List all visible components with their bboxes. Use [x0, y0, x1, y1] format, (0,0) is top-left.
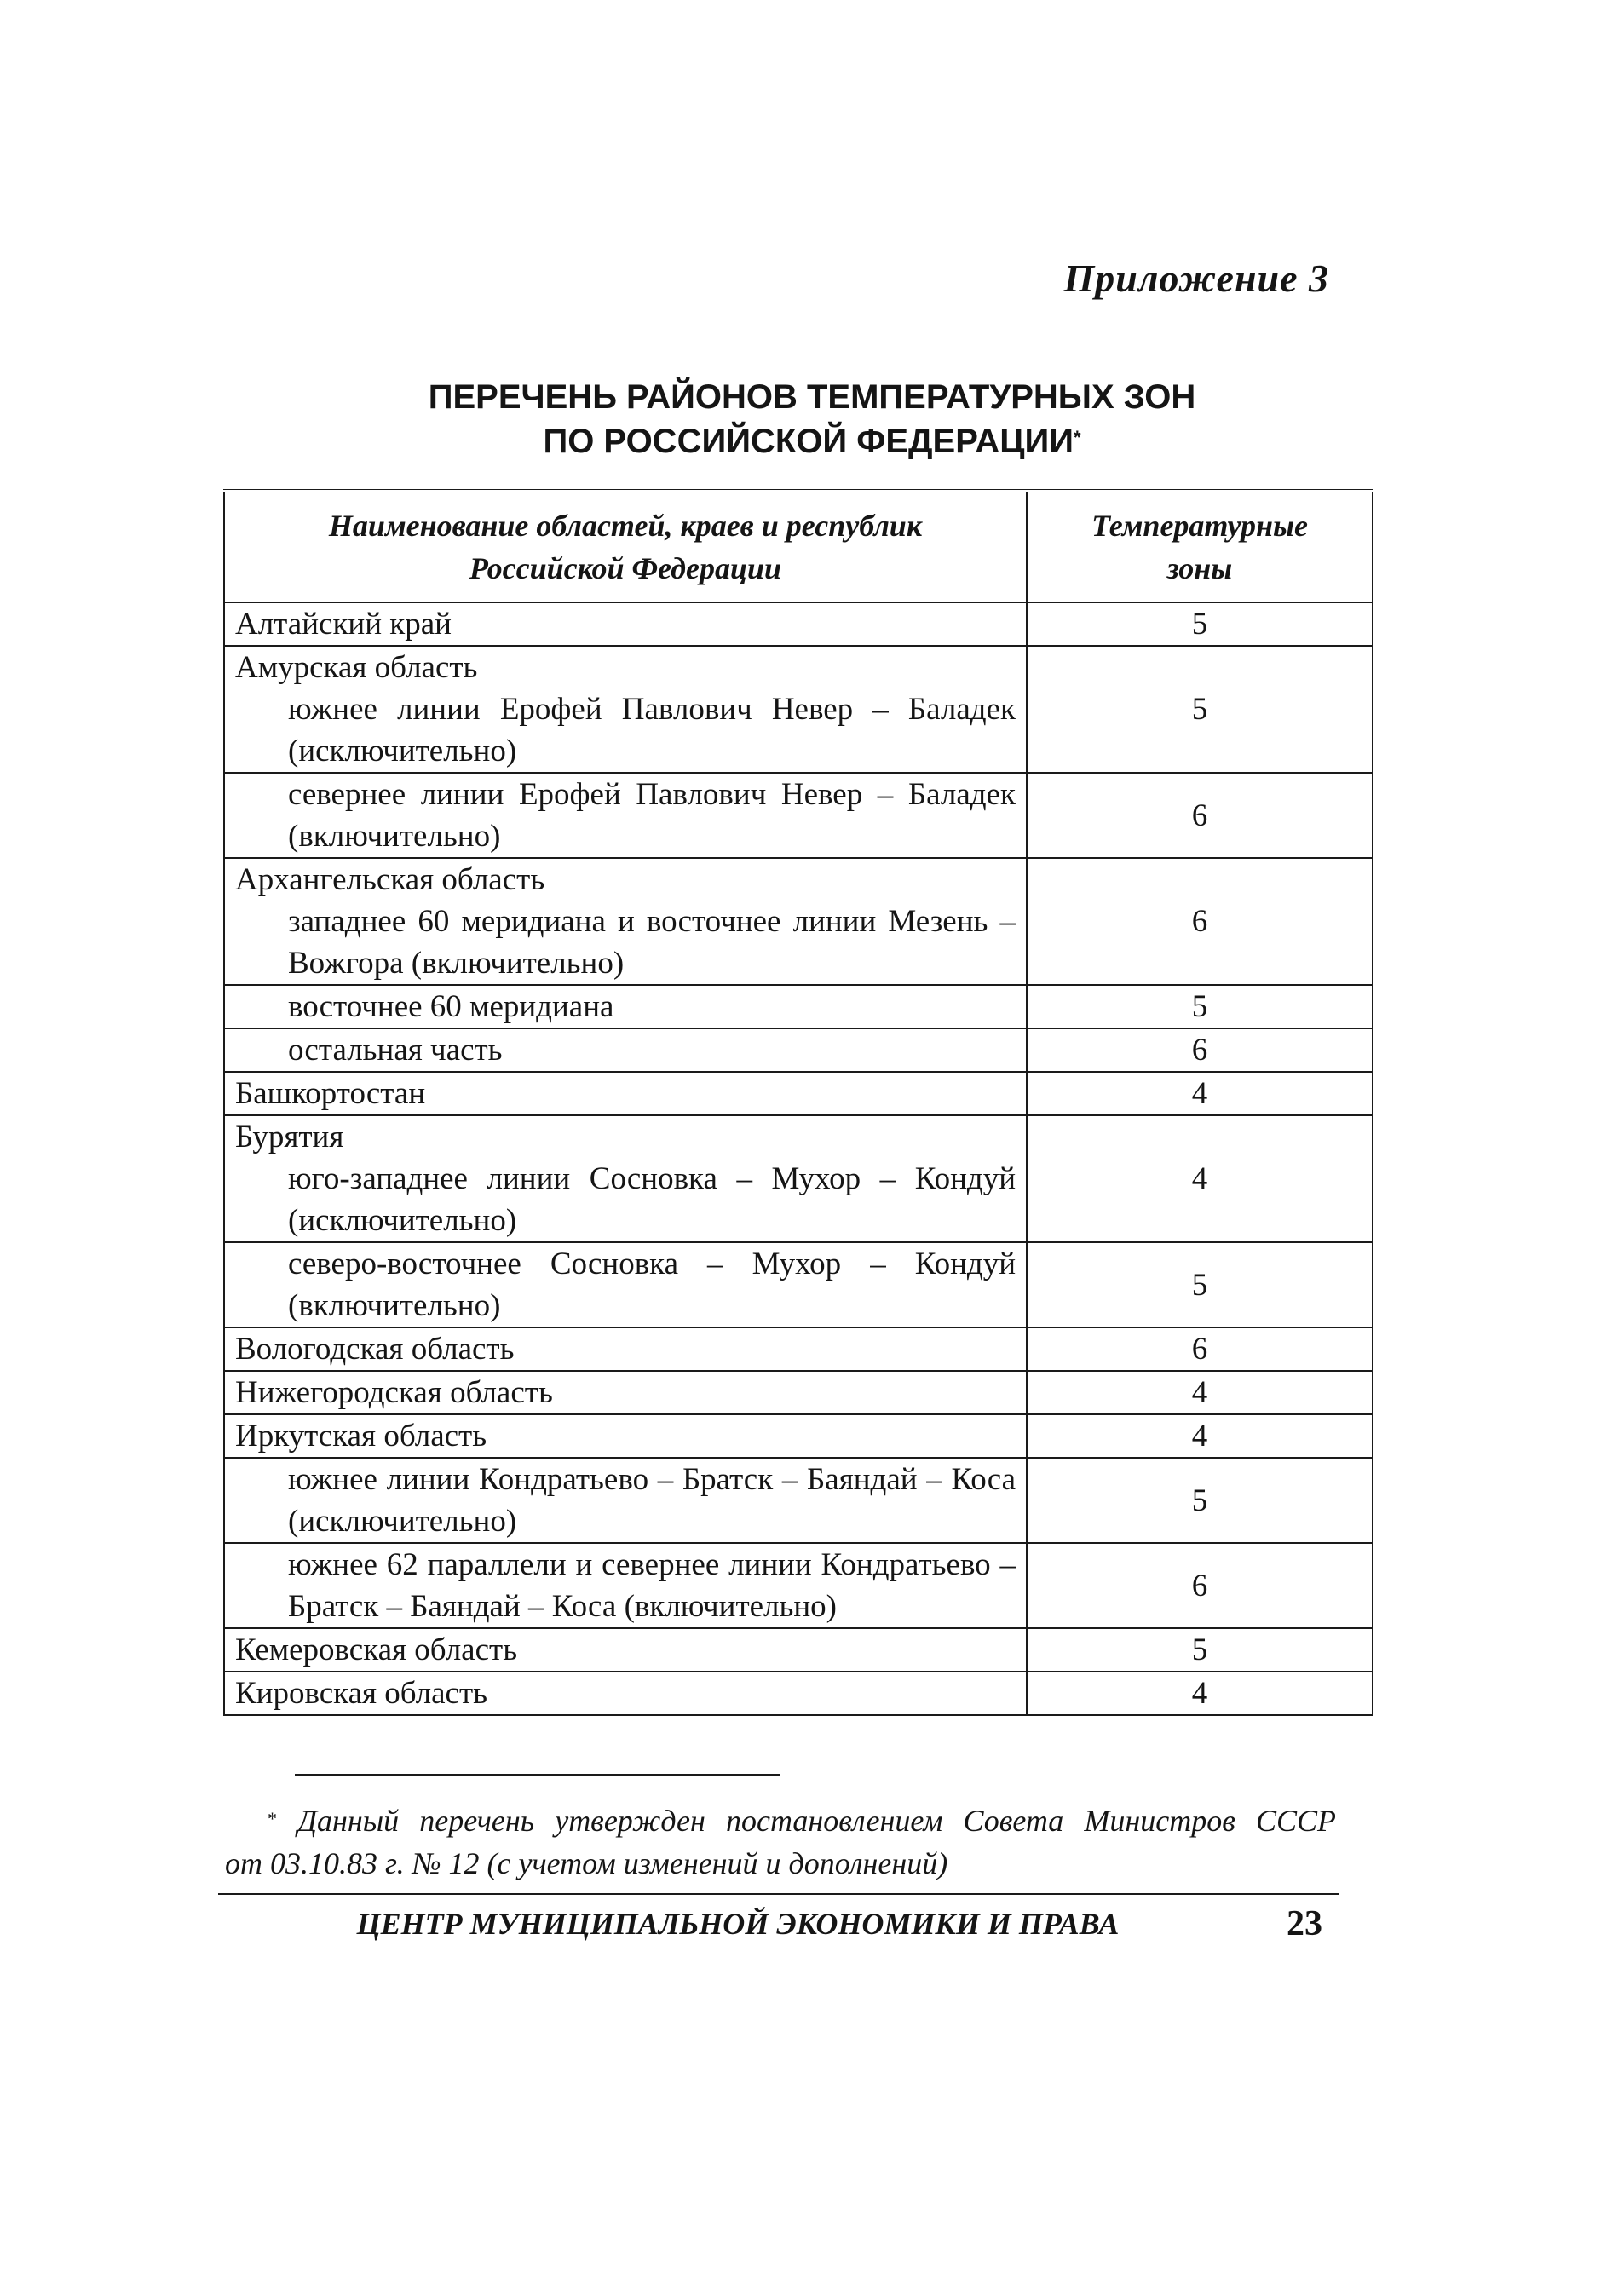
region-cell: [224, 1115, 1027, 1242]
footnote: [225, 1799, 1336, 1885]
subregion-name: южнее линии Ерофей Павлович Невер – Баладек (исключительно): [288, 692, 1016, 769]
footnote-divider: [295, 1774, 780, 1776]
table-row: [224, 646, 1373, 773]
table-row: [224, 858, 1373, 985]
column-header-region: [224, 491, 1027, 602]
region-cell: [224, 1543, 1027, 1628]
region-name: Бурятия: [235, 1120, 344, 1154]
footnote-line-1: [225, 1799, 1336, 1842]
region-name: Нижегородская область: [235, 1375, 553, 1410]
table-header-row: [224, 491, 1373, 602]
table-row: [224, 1371, 1373, 1414]
zone-cell: 4: [1027, 1371, 1373, 1414]
region-cell: [224, 1458, 1027, 1543]
table-row: [224, 1327, 1373, 1371]
zone-cell: 4: [1027, 1115, 1373, 1242]
page-title: [0, 375, 1624, 463]
appendix-label: Приложение 3: [1063, 256, 1329, 300]
region-cell: [224, 1628, 1027, 1672]
region-cell: [224, 985, 1027, 1028]
footnote-line-1-text: Данный перечень утвержден постановлением Совета Министров СССР: [297, 1804, 1336, 1838]
region-name: Иркутская область: [235, 1419, 487, 1454]
title-line-2: [0, 419, 1624, 463]
table-row: [224, 1028, 1373, 1072]
subregion-name: северо-восточнее Сосновка – Мухор – Кондуй (включительно): [288, 1246, 1016, 1323]
region-cell: [224, 1072, 1027, 1115]
subregion-name: южнее 62 параллели и севернее линии Кондратьево – Братск – Баяндай – Коса (включительно): [288, 1547, 1016, 1624]
region-cell: [224, 1327, 1027, 1371]
table-row: [224, 773, 1373, 858]
zone-cell: 6: [1027, 858, 1373, 985]
subregion-name: восточнее 60 меридиана: [288, 989, 614, 1024]
zone-cell: 4: [1027, 1672, 1373, 1715]
zone-cell: 6: [1027, 1327, 1373, 1371]
region-name: Башкортостан: [235, 1076, 426, 1111]
title-footnote-mark: *: [1074, 427, 1081, 448]
table-row: [224, 1414, 1373, 1458]
table-body: [224, 602, 1373, 1715]
table-row: [224, 1543, 1373, 1628]
zone-cell: 5: [1027, 1458, 1373, 1543]
table-row: [224, 602, 1373, 646]
column-header-region-line-2: Российской Федерации: [469, 551, 782, 585]
table-row: [224, 1672, 1373, 1715]
publisher-name: ЦЕНТР МУНИЦИПАЛЬНОЙ ЭКОНОМИКИ И ПРАВА: [356, 1907, 1120, 1941]
footer-divider: [218, 1893, 1339, 1895]
zone-cell: 6: [1027, 773, 1373, 858]
zone-cell: 6: [1027, 1543, 1373, 1628]
region-cell: [224, 1672, 1027, 1715]
table-row: [224, 1628, 1373, 1672]
zone-cell: 5: [1027, 602, 1373, 646]
zone-cell: 6: [1027, 1028, 1373, 1072]
subregion-name: севернее линии Ерофей Павлович Невер – Баладек (включительно): [288, 777, 1016, 854]
region-cell: [224, 602, 1027, 646]
zone-cell: 5: [1027, 1242, 1373, 1327]
table-row: [224, 1242, 1373, 1327]
column-header-region-line-1: Наименование областей, краев и республик: [328, 509, 923, 543]
region-cell: [224, 646, 1027, 773]
subregion-name: остальная часть: [288, 1033, 503, 1068]
region-name: Кемеровская область: [235, 1632, 518, 1667]
table-row: [224, 1458, 1373, 1543]
region-name: Амурская область: [235, 650, 478, 685]
region-cell: [224, 1028, 1027, 1072]
subregion-name: западнее 60 меридиана и восточнее линии Мезень – Вожгора (включительно): [288, 904, 1016, 981]
temperature-zones-table: [223, 489, 1373, 1716]
column-header-zone-line-2: зоны: [1166, 551, 1233, 585]
title-line-2-text: ПО РОССИЙСКОЙ ФЕДЕРАЦИИ: [543, 423, 1074, 460]
region-cell: [224, 858, 1027, 985]
region-name: Алтайский край: [235, 607, 452, 642]
footnote-mark: *: [268, 1808, 277, 1829]
zone-cell: 4: [1027, 1072, 1373, 1115]
region-name: Кировская область: [235, 1676, 488, 1711]
region-cell: [224, 773, 1027, 858]
temperature-zones-table-wrap: [223, 489, 1336, 1716]
page-footer: [218, 1898, 1339, 1949]
region-cell: [224, 1414, 1027, 1458]
table-row: [224, 1072, 1373, 1115]
region-name: Архангельская область: [235, 862, 545, 897]
subregion-name: южнее линии Кондратьево – Братск – Баяндай – Коса (исключительно): [288, 1462, 1016, 1539]
table-row: [224, 1115, 1373, 1242]
zone-cell: 5: [1027, 646, 1373, 773]
page-number: 23: [1287, 1904, 1322, 1943]
table-row: [224, 985, 1373, 1028]
region-name: Вологодская область: [235, 1332, 515, 1367]
title-line-1: ПЕРЕЧЕНЬ РАЙОНОВ ТЕМПЕРАТУРНЫХ ЗОН: [428, 378, 1196, 416]
column-header-zone: [1027, 491, 1373, 602]
zone-cell: 5: [1027, 985, 1373, 1028]
subregion-name: юго-западнее линии Сосновка – Мухор – Кондуй (исключительно): [288, 1161, 1016, 1238]
region-cell: [224, 1242, 1027, 1327]
column-header-zone-line-1: Температурные: [1091, 509, 1308, 543]
footnote-line-2: от 03.10.83 г. № 12 (с учетом изменений и дополнений): [225, 1846, 948, 1880]
zone-cell: 5: [1027, 1628, 1373, 1672]
region-cell: [224, 1371, 1027, 1414]
zone-cell: 4: [1027, 1414, 1373, 1458]
